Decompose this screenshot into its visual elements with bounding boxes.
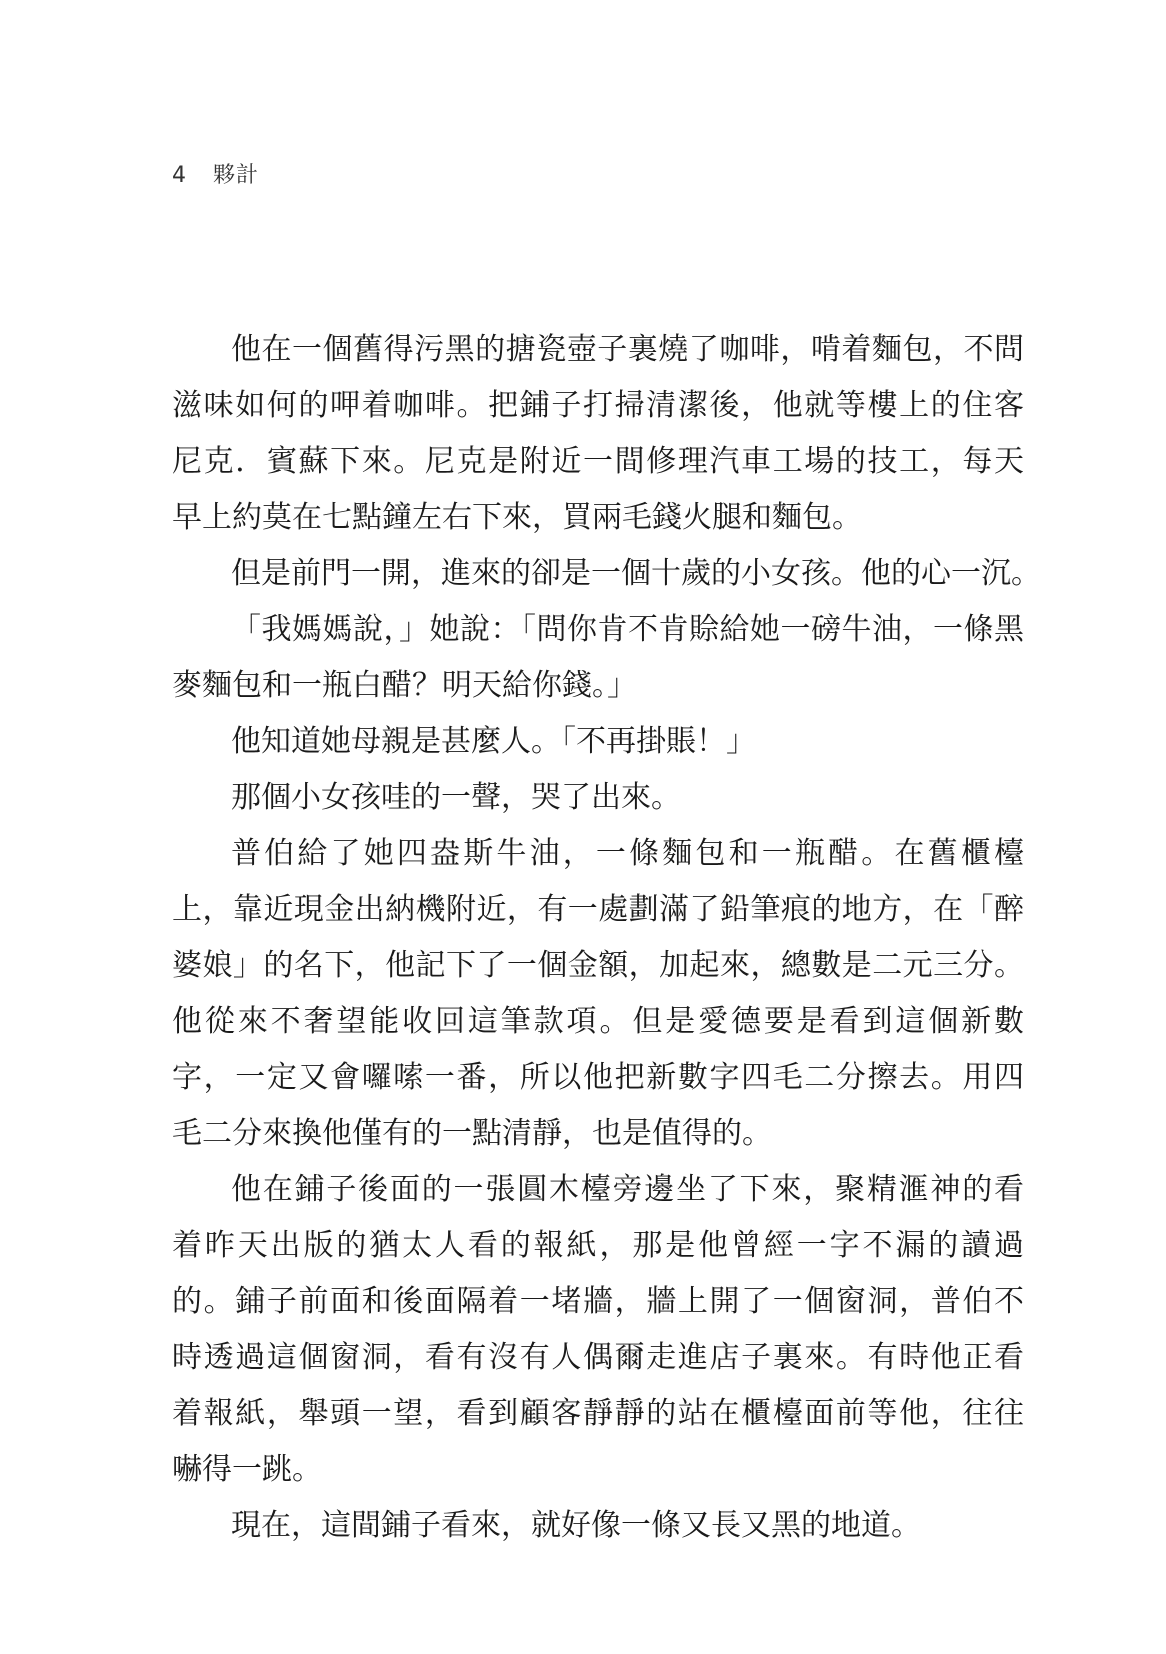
paragraph bbox=[172, 826, 1024, 1162]
text-line: 他在一個舊得污黑的搪瓷壺子裏燒了咖啡，啃着麵包，不問 bbox=[231, 332, 1024, 367]
paragraph bbox=[172, 1498, 1024, 1554]
text-line: 他在鋪子後面的一張圓木檯旁邊坐了下來，聚精滙神的看 bbox=[231, 1172, 1024, 1207]
text-line: 字，一定又會囉嗦一番，所以他把新數字四毛二分擦去。用四 bbox=[172, 1060, 1024, 1095]
paragraph bbox=[172, 714, 1024, 770]
text-line: 嚇得一跳。 bbox=[172, 1452, 322, 1487]
text-line: 「我媽媽說，」她說：「問你肯不肯賒給她一磅牛油，一條黑 bbox=[231, 612, 1024, 647]
paragraph bbox=[172, 602, 1024, 714]
paragraph bbox=[172, 1162, 1024, 1498]
text-line: 時透過這個窗洞，看有沒有人偶爾走進店子裏來。有時他正看 bbox=[172, 1340, 1024, 1375]
text-line: 麥麵包和一瓶白醋？明天給你錢。」 bbox=[172, 668, 637, 703]
body-text bbox=[172, 322, 1041, 1554]
text-line: 普伯給了她四盎斯牛油，一條麵包和一瓶醋。在舊櫃檯 bbox=[231, 836, 1024, 871]
text-line: 毛二分來換他僅有的一點清靜，也是值得的。 bbox=[172, 1116, 772, 1151]
paragraph bbox=[172, 322, 1024, 546]
running-header bbox=[172, 158, 259, 189]
text-line: 的。鋪子前面和後面隔着一堵牆，牆上開了一個窗洞，普伯不 bbox=[172, 1284, 1024, 1319]
text-line: 他從來不奢望能收回這筆款項。但是愛德要是看到這個新數 bbox=[172, 1004, 1024, 1039]
book-title: 夥計 bbox=[213, 163, 260, 188]
text-line: 着昨天出版的猶太人看的報紙，那是他曾經一字不漏的讀過 bbox=[172, 1228, 1024, 1263]
text-line: 滋味如何的呷着咖啡。把鋪子打掃清潔後，他就等樓上的住客 bbox=[172, 388, 1024, 423]
text-line: 尼克．賓蘇下來。尼克是附近一間修理汽車工場的技工，每天 bbox=[172, 444, 1024, 479]
text-line: 早上約莫在七點鐘左右下來，買兩毛錢火腿和麵包。 bbox=[172, 500, 862, 535]
text-line: 婆娘」的名下，他記下了一個金額，加起來，總數是二元三分。 bbox=[172, 948, 1024, 983]
page-number: 4 bbox=[172, 163, 187, 188]
text-line: 他知道她母親是甚麼人。「不再掛賬！」 bbox=[231, 724, 756, 759]
text-line: 上，靠近現金出納機附近，有一處劃滿了鉛筆痕的地方，在「醉 bbox=[172, 892, 1024, 927]
text-line: 但是前門一開，進來的卻是一個十歲的小女孩。他的心一沉。 bbox=[231, 556, 1041, 591]
paragraph bbox=[172, 546, 1041, 602]
text-line: 現在，這間鋪子看來，就好像一條又長又黑的地道。 bbox=[231, 1508, 921, 1543]
text-line: 着報紙，舉頭一望，看到顧客靜靜的站在櫃檯面前等他，往往 bbox=[172, 1396, 1024, 1431]
text-line: 那個小女孩哇的一聲，哭了出來。 bbox=[231, 780, 681, 815]
paragraph bbox=[172, 770, 1024, 826]
